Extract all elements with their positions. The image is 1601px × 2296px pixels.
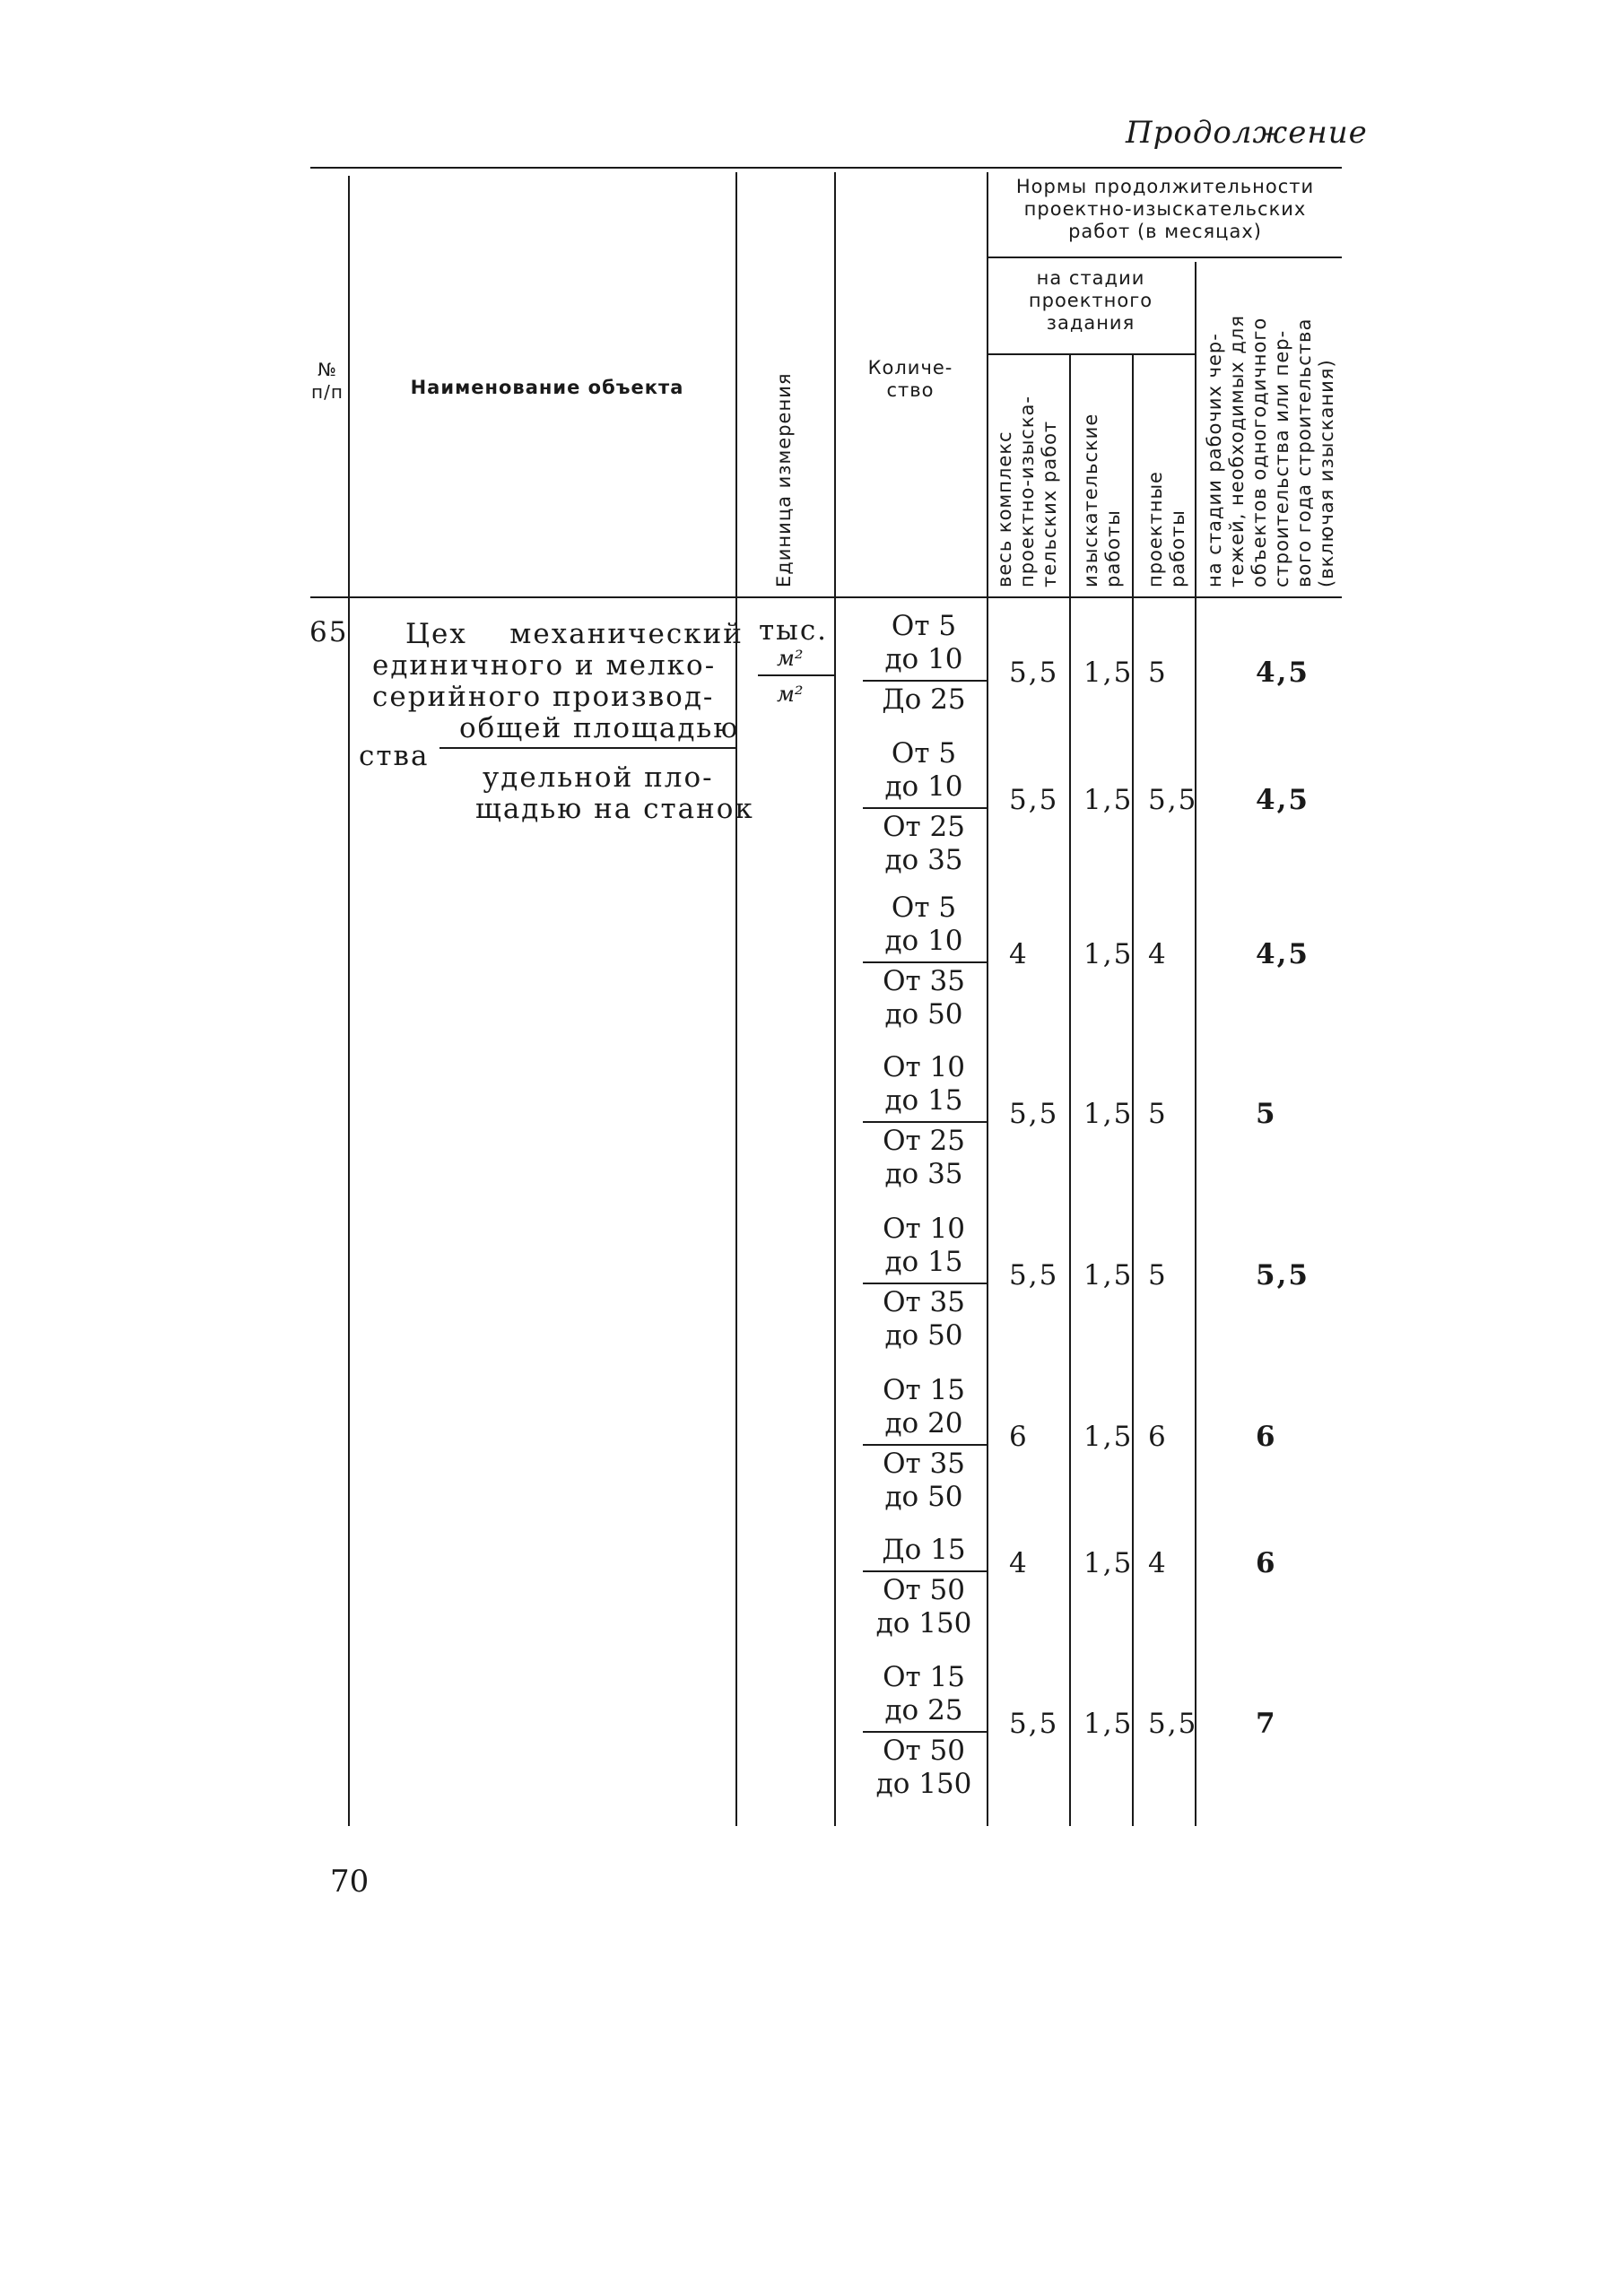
page-number: 70 (330, 1864, 370, 1900)
quantity-separator (863, 1731, 987, 1733)
header-name: Наименование объекта (410, 377, 684, 398)
col-divider-survey (1132, 353, 1134, 1826)
quantity-range-b: От 25 до 35 (883, 811, 965, 876)
quantity-range-a: От 15 до 20 (883, 1374, 965, 1439)
object-name-line-4: ства (359, 740, 430, 772)
unit-separator (758, 674, 834, 676)
norm-survey-works: 1,5 (1083, 1259, 1134, 1292)
quantity-range-a: До 15 (882, 1534, 966, 1566)
norm-design-works: 4 (1148, 1547, 1168, 1579)
header-bottom-rule (310, 596, 1342, 598)
header-unit: Единица измерения (773, 372, 795, 587)
norm-all-works: 6 (1009, 1421, 1029, 1453)
quantity-range-b: От 35 до 50 (883, 965, 965, 1031)
col-divider-num (348, 176, 350, 1826)
quantity-range-b: От 35 до 50 (883, 1286, 965, 1352)
quantity-separator (863, 1444, 987, 1446)
norm-all-works: 5,5 (1009, 1259, 1059, 1292)
norm-survey-works: 1,5 (1083, 784, 1134, 816)
unit-sq-m-2: м² (777, 682, 804, 707)
norm-all-works: 5,5 (1009, 1098, 1059, 1130)
stage-subheader-rule (987, 353, 1195, 355)
norm-design-works: 4 (1148, 938, 1168, 970)
quantity-range-b: От 50 до 150 (875, 1574, 972, 1639)
header-num: № п/п (311, 359, 344, 403)
norm-design-works: 5,5 (1148, 1708, 1198, 1740)
object-name-line-2: единичного и мелко- (372, 649, 717, 682)
quantity-range-a: От 5 до 10 (884, 610, 963, 675)
norm-all-works: 4 (1009, 938, 1029, 970)
quantity-range-b: От 35 до 50 (883, 1448, 965, 1513)
row-number: 65 (309, 616, 349, 648)
header-col-all: весь комплекс проектно-изыска- тельских работ (994, 396, 1060, 587)
norm-working-drawings: 5 (1256, 1098, 1277, 1130)
col-divider-name (735, 172, 737, 1826)
col-divider-all (1069, 353, 1071, 1826)
header-qty: Количе- ство (867, 357, 953, 401)
col-divider-unit (834, 172, 836, 1826)
quantity-range-a: От 10 до 15 (883, 1051, 965, 1117)
norm-working-drawings: 7 (1256, 1708, 1277, 1740)
norm-survey-works: 1,5 (1083, 1098, 1134, 1130)
norm-working-drawings: 6 (1256, 1421, 1277, 1453)
quantity-range-b: От 25 до 35 (883, 1125, 965, 1190)
table-top-rule (310, 167, 1342, 169)
header-col-design: проектные работы (1144, 471, 1188, 587)
norm-working-drawings: 6 (1256, 1547, 1277, 1579)
norm-design-works: 5 (1148, 1098, 1168, 1130)
quantity-range-a: От 5 до 10 (884, 737, 963, 803)
norm-all-works: 5,5 (1009, 784, 1059, 816)
quantity-separator (863, 1283, 987, 1284)
quantity-range-a: От 10 до 15 (883, 1213, 965, 1278)
quantity-range-b: От 50 до 150 (875, 1735, 972, 1800)
norm-all-works: 5,5 (1009, 657, 1059, 689)
norm-design-works: 5,5 (1148, 784, 1198, 816)
norm-all-works: 4 (1009, 1547, 1029, 1579)
sub-separator (439, 747, 735, 749)
quantity-range-a: От 15 до 25 (883, 1661, 965, 1726)
unit-sq-m-1: м² (777, 646, 804, 671)
header-col-survey: изыскательские работы (1080, 413, 1124, 587)
norm-survey-works: 1,5 (1083, 1547, 1134, 1579)
object-name-line-3: серийного производ- (372, 681, 715, 713)
col-divider-design (1195, 262, 1196, 1826)
norm-survey-works: 1,5 (1083, 657, 1134, 689)
continuation-label: Продолжение (1126, 115, 1368, 151)
col-divider-qty (987, 172, 988, 1826)
norm-working-drawings: 4,5 (1256, 657, 1310, 689)
quantity-range-b: До 25 (882, 683, 966, 716)
object-name-sub-per-machine-1: удельной пло- (483, 761, 714, 794)
header-col-working: на стадии рабочих чер- тежей, необходимых для объектов одногодичного строительства или пер- вого года строительства (включая изыскания) (1204, 315, 1337, 587)
norm-design-works: 5 (1148, 657, 1168, 689)
unit-thousand: тыс. (759, 614, 829, 647)
object-name-sub-total-area: общей площадью (459, 712, 740, 744)
norm-survey-works: 1,5 (1083, 1421, 1134, 1453)
quantity-separator (863, 1570, 987, 1572)
norms-subheader-rule (987, 257, 1342, 258)
object-name-sub-per-machine-2: щадью на станок (475, 793, 754, 825)
norm-survey-works: 1,5 (1083, 938, 1134, 970)
header-norms: Нормы продолжительности проектно-изыскательских работ (в месяцах) (1015, 176, 1315, 242)
header-stage-project: на стадии проектного задания (1028, 267, 1153, 334)
quantity-separator (863, 1121, 987, 1123)
quantity-range-a: От 5 до 10 (884, 891, 963, 957)
norm-survey-works: 1,5 (1083, 1708, 1134, 1740)
quantity-separator (863, 807, 987, 809)
object-name-line-1: Цех механический (405, 618, 744, 650)
quantity-separator (863, 961, 987, 963)
norm-working-drawings: 4,5 (1256, 784, 1310, 816)
norm-working-drawings: 5,5 (1256, 1259, 1310, 1292)
quantity-separator (863, 680, 987, 682)
norm-working-drawings: 4,5 (1256, 938, 1310, 970)
norm-design-works: 5 (1148, 1259, 1168, 1292)
norm-all-works: 5,5 (1009, 1708, 1059, 1740)
norm-design-works: 6 (1148, 1421, 1168, 1453)
